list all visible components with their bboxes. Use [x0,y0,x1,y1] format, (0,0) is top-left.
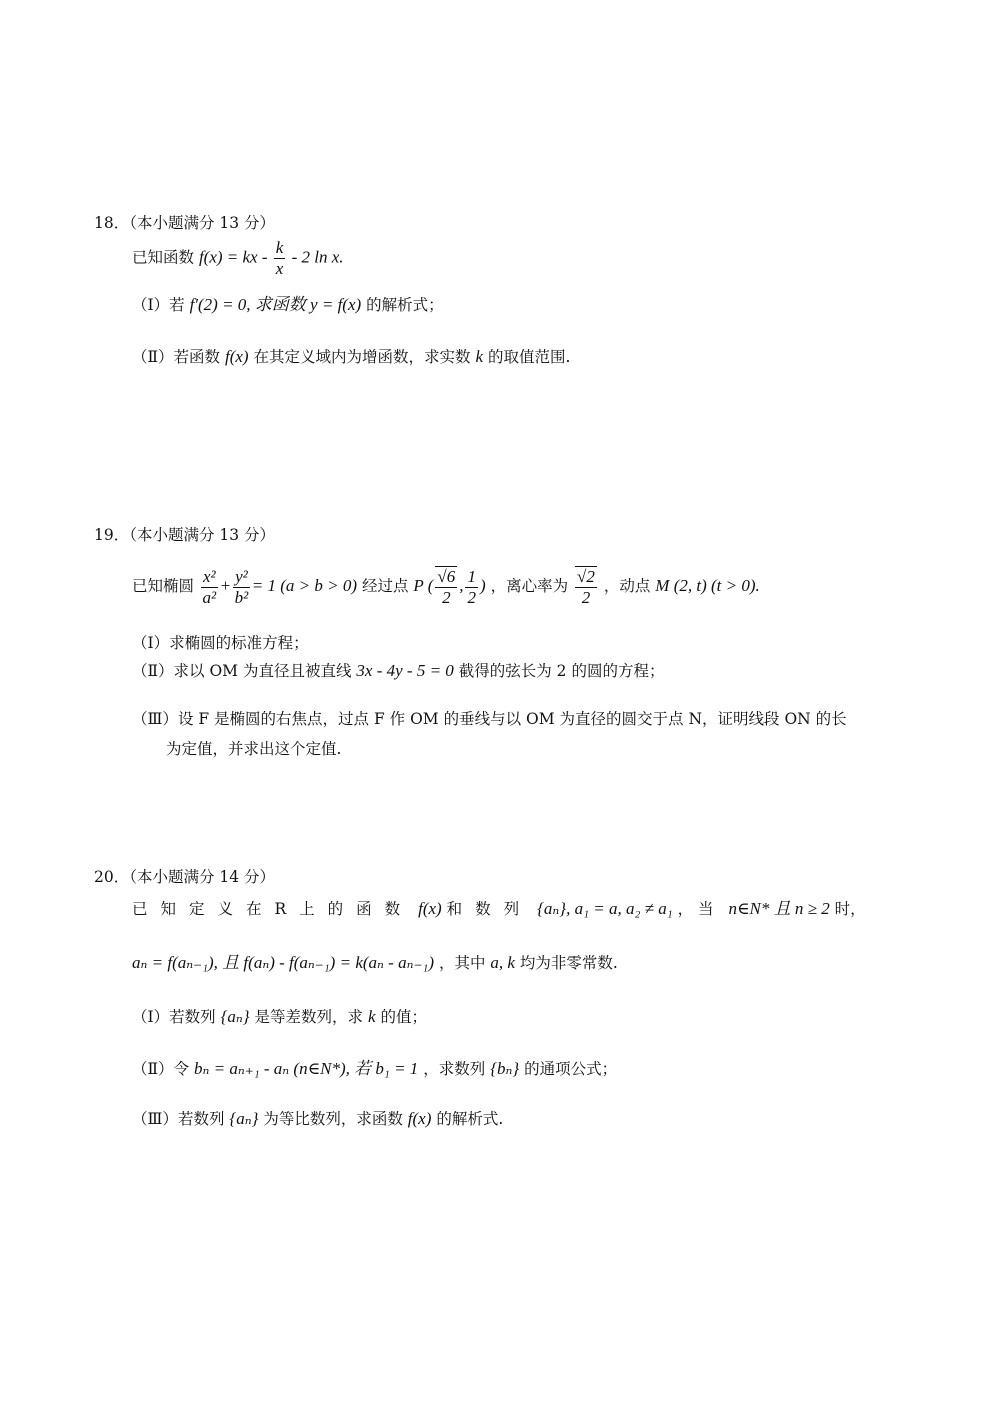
q19-point-p: P ( [413,576,434,595]
q19-plus: + [219,576,232,595]
q19-p-frac2 [465,567,478,608]
q18-part2-mid: 在其定义域内为增函数，求实数 [253,348,471,366]
q20-part3-tail: 的解析式. [436,1110,504,1128]
q19-heading: 19．（本小题满分 13 分） [94,526,276,544]
q19-part3-line1: （Ⅲ）设 F 是椭圆的右焦点，过点 F 作 OM 的垂线与以 OM 为直径的圆交于点 N，证明线段 ON 的长 [132,710,847,728]
q19-part2 [132,660,664,682]
q18-part1-math: f′(2) = 0, 求函数 y = f(x) [189,295,362,314]
q19-p-d2: 2 [467,587,476,607]
q18-function-def: f(x) = kx - [198,247,272,267]
q19-part2-tail: 截得的弦长为 2 的圆的方程； [458,662,665,680]
q20-part1-mid: 是等差数列，求 [254,1008,364,1026]
q20-intro-text: 已知定义在R上的函数 [132,900,414,918]
q19-sqrt6: √6 [437,567,456,586]
q18-fraction [274,238,286,279]
q19-x2: x² [202,566,216,586]
q20-part2-seq: {bₙ} [490,1059,520,1078]
q19-a2: a² [202,587,217,607]
q19-p-d1: 2 [442,588,451,607]
q19-ellipse-frac-x [201,567,218,608]
q20-part1-k: k [367,1007,376,1026]
q20-intro-fx: f(x) [418,899,442,918]
q18-part1-label: （Ⅰ）若 [132,296,185,314]
q18-part2-fx: f(x) [224,347,249,366]
q19-ellipse-frac-y [233,567,250,608]
q18-intro [132,238,344,279]
q20-part3-fx: f(x) [407,1109,432,1128]
q20-intro-when: ， 当 [677,900,714,918]
q20-part2-math: bₙ = aₙ₊₁ - aₙ (n∈N*), 若 b₁ = 1 [193,1059,419,1078]
q19-p-close: ) [479,576,486,595]
q18-part2-k: k [475,347,484,366]
q20-part3-mid: 为等比数列，求函数 [263,1110,403,1128]
q18-frac-numerator: k [275,238,284,257]
q20-part1-label: （Ⅰ）若数列 [132,1008,216,1026]
q20-line2-ak: a, k [490,953,515,972]
q20-intro-line2 [132,952,618,974]
q20-intro-and: 和数列 [446,900,533,918]
q20-part1 [132,1006,427,1028]
q19-part1: （Ⅰ）求椭圆的标准方程； [132,634,309,652]
q18-part2-tail: 的取值范围. [487,348,571,366]
q20-part2-label: （Ⅱ）令 [132,1060,190,1078]
q18-heading: 18．（本小题满分 13 分） [94,214,276,232]
q20-part2-mid: ，求数列 [423,1060,486,1078]
q20-line2-tail: 均为非零常数. [519,954,618,972]
q20-part1-seq: {aₙ} [220,1007,250,1026]
q19-moving-text: ，动点 [603,577,651,595]
q19-sqrt2: √2 [577,567,595,586]
q20-part2 [132,1058,617,1080]
q19-p-frac1 [435,566,457,608]
q20-recurrence: aₙ = f(aₙ₋₁), 且 f(aₙ) - f(aₙ₋₁) = k(aₙ - aₙ₋₁) [132,953,435,972]
q19-ellipse-tail: = 1 (a > b > 0) [251,576,357,595]
q18-function-tail: - 2 ln x. [287,247,344,267]
q20-part1-tail: 的值； [380,1008,427,1026]
q18-frac-denominator: x [275,259,284,278]
q19-intro [132,566,760,608]
q19-ecc-d: 2 [581,588,591,607]
q19-part2-label: （Ⅱ）求以 OM 为直径且被直线 [132,662,352,680]
q20-part3-seq: {aₙ} [229,1109,259,1128]
q20-intro-time: 时， [834,900,866,918]
q19-p-comma: , [459,576,464,595]
q20-part3 [132,1108,503,1130]
q19-ecc-text: ，离心率为 [490,577,569,595]
q20-line2-mid: ，其中 [438,954,486,972]
q19-b2: b² [234,587,249,607]
q19-pass-text: 经过点 [361,577,409,595]
q19-point-m: M (2, t) (t > 0). [655,576,760,595]
q20-intro-seq: {aₙ}, a₁ = a, a₂ ≠ a₁ [537,899,673,918]
q20-heading: 20．（本小题满分 14 分） [94,868,276,886]
q19-p-n2: 1 [467,566,476,586]
q19-intro-text: 已知椭圆 [132,577,195,595]
q18-part2-label: （Ⅱ）若函数 [132,348,221,366]
q18-part2 [132,346,570,368]
q20-part2-tail: 的通项公式； [524,1060,618,1078]
q18-part1 [132,294,444,316]
q19-y2: y² [235,566,248,586]
q19-part2-line-eq: 3x - 4y - 5 = 0 [356,661,454,680]
q20-part3-label: （Ⅲ）若数列 [132,1110,225,1128]
q19-part3-line2: 为定值，并求出这个定值. [166,740,342,758]
q19-ecc-frac [575,566,597,608]
q18-part1-tail: 的解析式； [366,296,444,314]
q18-intro-text: 已知函数 [132,248,195,267]
q20-intro [132,898,866,920]
q20-intro-cond: n∈N* 且 n ≥ 2 [728,899,830,918]
